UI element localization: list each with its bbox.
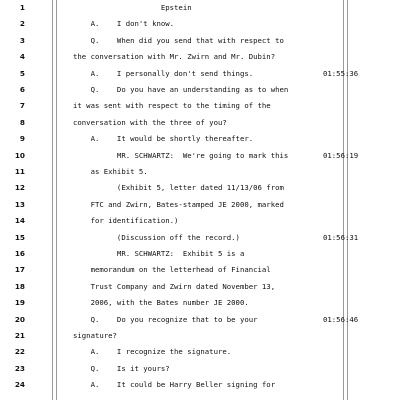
line-number: 11: [14, 167, 25, 176]
line-number: 16: [14, 249, 25, 258]
line-text: Epstein: [73, 3, 192, 12]
line-number: 4: [19, 52, 25, 62]
line-text: 2006, with the Bates number JE 2000.: [73, 298, 249, 308]
line-text: Q. When did you send that with respect to: [73, 35, 284, 45]
line-number: 12: [14, 183, 25, 193]
line-number: 24: [14, 380, 25, 390]
transcript-line: [0, 262, 400, 278]
line-text: Q. Do you recognize that to be your: [73, 314, 258, 324]
timestamp: 01:56:19: [323, 150, 359, 160]
line-text: FTC and Zwirn, Bates-stamped JE 2000, marked: [73, 199, 284, 209]
line-text: memorandum on the letterhead of Financial: [73, 265, 271, 275]
line-number: 19: [14, 298, 25, 308]
transcript-line: [0, 295, 400, 311]
line-text: Q. Is it yours?: [73, 363, 170, 373]
line-text: the conversation with Mr. Zwirn and Mr. Dubin?: [73, 52, 276, 62]
transcript-line: [0, 230, 400, 246]
transcript-line: [0, 98, 400, 114]
line-number: 2: [19, 19, 25, 29]
transcript-line: [0, 213, 400, 229]
transcript-line: [0, 66, 400, 82]
line-number: 22: [14, 347, 25, 357]
line-number: 10: [14, 150, 25, 160]
timestamp: 01:56:46: [323, 314, 359, 324]
transcript-line: [0, 82, 400, 98]
line-number: 6: [19, 85, 25, 94]
transcript-line: [0, 328, 400, 344]
line-text: A. It could be Harry Beller signing for: [73, 380, 276, 390]
line-text: it was sent with respect to the timing of the: [73, 101, 271, 111]
line-text: (Exhibit 5, letter dated 11/13/06 from: [73, 183, 284, 193]
line-text: conversation with the three of you?: [73, 117, 227, 127]
transcript-line: [0, 344, 400, 360]
transcript-line: [0, 16, 400, 32]
transcript-line: [0, 377, 400, 393]
line-number: 17: [14, 265, 25, 275]
line-number: 13: [14, 199, 25, 209]
line-number: 21: [14, 331, 25, 340]
line-text: Trust Company and Zwirn dated November 13,: [73, 281, 276, 291]
line-number: 8: [19, 117, 25, 127]
transcript-line: [0, 164, 400, 180]
timestamp: 01:56:31: [323, 232, 359, 242]
line-number: 18: [14, 281, 25, 291]
transcript-line: [0, 279, 400, 295]
line-text: A. I recognize the signature.: [73, 347, 232, 357]
line-number: 23: [14, 363, 25, 373]
line-text: signature?: [73, 331, 117, 340]
transcript-line: [0, 361, 400, 377]
line-number: 15: [14, 232, 25, 242]
line-text: MR. SCHWARTZ: We're going to mark this: [73, 150, 289, 160]
line-number: 14: [14, 216, 25, 226]
transcript-line: [0, 49, 400, 65]
timestamp: 01:55:36: [323, 68, 359, 78]
line-text: A. I don't know.: [73, 19, 175, 29]
line-number: 20: [14, 314, 25, 324]
line-text: MR. SCHWARTZ: Exhibit 5 is a: [73, 249, 245, 258]
line-text: for identification.): [73, 216, 179, 226]
line-text: (Discussion off the record.): [73, 232, 240, 242]
transcript-line: [0, 33, 400, 49]
line-number: 5: [19, 68, 25, 78]
transcript-line: [0, 197, 400, 213]
transcript-line: [0, 246, 400, 262]
line-number: 3: [19, 35, 25, 45]
transcript-line: [0, 115, 400, 131]
transcript-line: [0, 148, 400, 164]
transcript-line: [0, 180, 400, 196]
transcript-line: [0, 131, 400, 147]
line-number: 9: [19, 134, 25, 144]
transcript-line: [0, 312, 400, 328]
line-text: A. It would be shortly thereafter.: [73, 134, 254, 144]
line-text: A. I personally don't send things.: [73, 68, 254, 78]
line-number: 1: [19, 3, 25, 12]
line-text: Q. Do you have an understanding as to when: [73, 85, 289, 94]
line-number: 7: [19, 101, 25, 111]
transcript-line: [0, 0, 400, 16]
line-text: as Exhibit 5.: [73, 167, 148, 176]
